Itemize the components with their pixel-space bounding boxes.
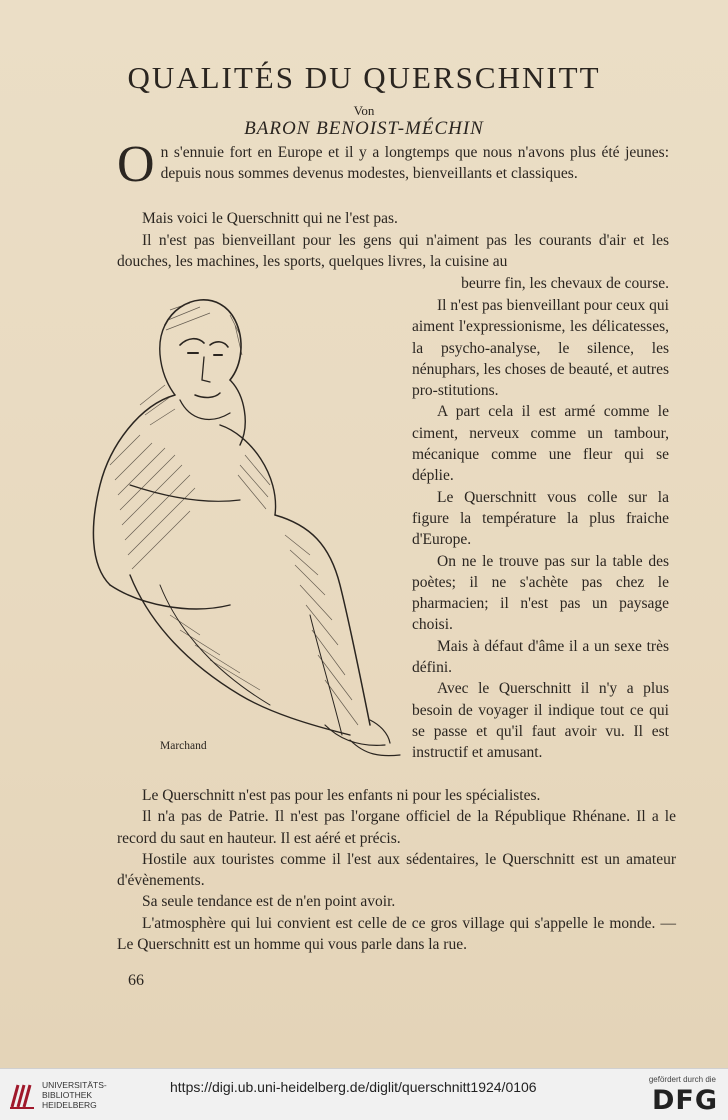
byline-von: Von — [353, 103, 375, 118]
bottom-paragraph: Le Querschnitt n'est pas pour les enfants ni pour les spécialistes. — [142, 787, 541, 804]
illustration-seated-figure — [70, 285, 410, 765]
paragraph-bienveillant-top: Il n'est pas bienveillant pour les gens qui n'aiment pas les courants d'air et les douches, les machines, les sports, quelques livres, la cuisine au — [117, 232, 669, 271]
column-paragraph: Avec le Querschnitt il n'y a plus besoin de voyager il indique tout ce qui se passe et qu'il faut avoir vu. Il est instructif et amusant. — [412, 680, 669, 762]
funder-label: gefördert durch die — [648, 1075, 716, 1084]
column-paragraph: A part cela il est armé comme le ciment, nerveux comme un tambour, mécanique comme une fleur qui se déplie. — [412, 403, 669, 485]
page-number: 66 — [128, 972, 144, 989]
article-author: BARON BENOIST-MÉCHIN — [244, 118, 484, 139]
column-paragraph: On ne le trouve pas sur la table des poètes; il ne s'achète pas chez le pharmacien; il n'est pas un paysage choisi. — [412, 552, 669, 634]
hatching — [110, 303, 358, 725]
illustration-caption: Marchand — [160, 740, 207, 752]
viewer-footer — [0, 1068, 728, 1120]
column-paragraph: Mais à défaut d'âme il a un sexe très défini. — [412, 637, 669, 677]
column-paragraph: Le Querschnitt vous colle sur la figure la température la plus fraiche d'Europe. — [412, 488, 669, 549]
right-column — [412, 295, 669, 764]
dfg-logo[interactable]: DFG — [651, 1085, 718, 1116]
university-library-logo-icon — [8, 1079, 36, 1111]
bottom-paragraph: Hostile aux touristes comme il l'est aux sédentaires, le Querschnitt est un amateur d'évènements. — [117, 850, 676, 890]
sketch-lines — [93, 300, 400, 756]
library-name: UNIVERSITÄTS- BIBLIOTHEK HEIDELBERG — [42, 1080, 107, 1110]
paragraph-mais: Mais voici le Querschnitt qui ne l'est pas. — [142, 210, 398, 227]
bottom-paragraphs — [117, 785, 676, 955]
opening-paragraph — [117, 136, 669, 193]
document-url-link[interactable]: https://digi.ub.uni-heidelberg.de/diglit/querschnitt1924/0106 — [170, 1079, 537, 1095]
drop-cap: O — [117, 136, 155, 193]
article-title: QUALITÉS DU QUERSCHNITT — [127, 60, 601, 95]
bottom-paragraph: Sa seule tendance est de n'en point avoir. — [142, 893, 396, 911]
column-paragraph: Il n'est pas bienveillant pour ceux qui aiment l'expressionisme, les délicatesses, la psycho-analyse, le silence, les nénuphars, les choses de beauté, et autres pro-stitutions. — [412, 297, 669, 400]
opening-text: n s'ennuie fort en Europe et il y a longtemps que nous n'avons plus été jeunes: depuis nous sommes devenus modestes, bienveillants et classiques. — [160, 144, 669, 183]
bottom-paragraph: Il n'a pas de Patrie. Il n'est pas l'organe officiel de la République Rhénane. Il a le record du saut en hauteur. Il est aéré et précis. — [117, 808, 676, 847]
bottom-paragraph: L'atmosphère qui lui convient est celle de ce gros village qui s'appelle le monde. — Le Querschnitt est un homme qui vous parle dans la rue. — [117, 914, 676, 954]
paragraph-bienveillant-right: beurre fin, les chevaux de course. — [461, 275, 669, 292]
